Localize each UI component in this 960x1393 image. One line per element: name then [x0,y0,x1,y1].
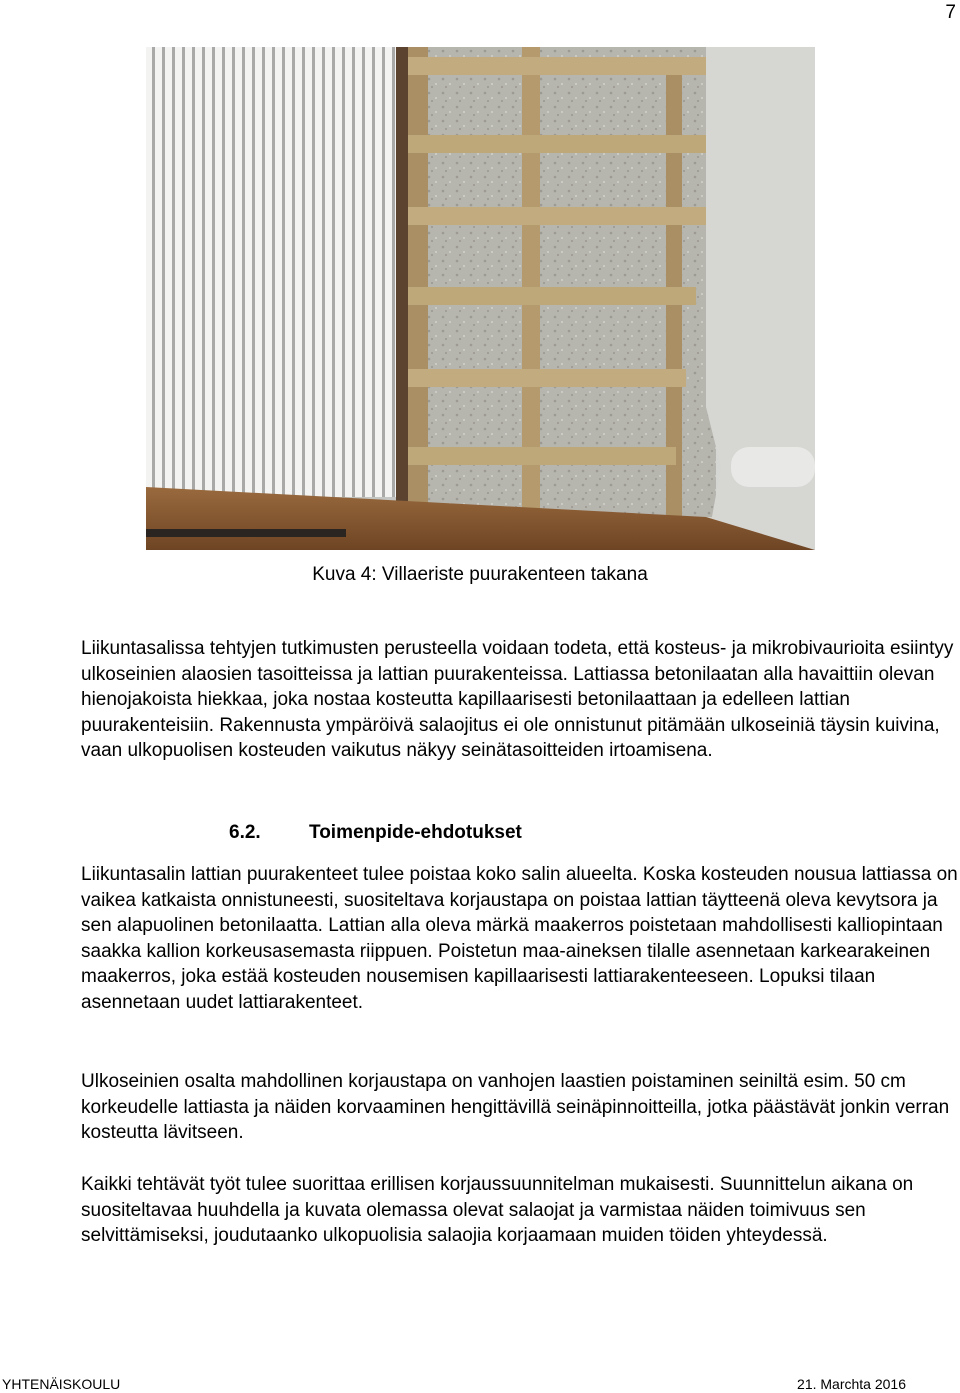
page-number: 7 [945,2,956,23]
figure-caption: Kuva 4: Villaeriste puurakenteen takana [312,564,648,585]
wall-structure-photo [146,47,815,550]
body-paragraph: Ulkoseinien osalta mahdollinen korjaustapa on vanhojen laastien poistaminen seiniltä esim. 50 cm korkeudelle lattiasta ja näiden korvaaminen hengittävillä seinäpinnoitteilla, jotka päästävät jonkin verran kosteutta lävitseen. [81,1071,950,1144]
body-paragraph: Liikuntasalin lattian puurakenteet tulee poistaa koko salin alueelta. Koska kosteuden nousua lattiassa on vaikea katkaista onnistuneesti, suositeltava korjaustapa on poistaa lattian täytteenä oleva kevytsora ja sen alapuolinen betonilaatta. Lattian alla oleva märkä maakerros poistetaan mahdollisesti kalliopintaan saakka kallion korkeusasemasta riippuen. Poistetun maa-aineksen tilalle asennetaan karkearakeinen maakerros, joka estää kosteuden nousemisen kapillaarisesti lattiarakenteeseen. Lopuksi tilaan asennetaan uudet lattiarakenteet. [81,864,958,1013]
section-heading [229,822,522,844]
body-paragraph: Liikuntasalissa tehtyjen tutkimusten perusteella voidaan todeta, että kosteus- ja mikrobivaurioita esiintyy ulkoseinien alaosien tasoitteissa ja lattian puurakenteissa. Lattiassa betonilaatan alla havaittiin olevan hienojakoista hiekkaa, joka nostaa kosteutta kapillaarisesti betonilaattaan ja edelleen lattian puurakenteisiin. Rakennusta ympäröivä salaojitus ei ole onnistunut pitämään ulkoseiniä täysin kuivina, vaan ulkopuolisen kosteuden vaikutus näkyy seinätasoitteiden irtoamisena. [81,638,954,762]
section-title: Toimenpide-ehdotukset [309,822,522,843]
footer-school-name: YHTENÄISKOULU [2,1376,121,1392]
section-number: 6.2. [229,822,261,843]
footer-date: 21. Marchta 2016 [797,1376,906,1392]
body-paragraph: Kaikki tehtävät työt tulee suorittaa erillisen korjaussuunnitelman mukaisesti. Suunnittelun aikana on suositeltavaa huuhdella ja kuvata olemassa olevat salaojat ja varmistaa näiden toimivuus sen selvittämiseksi, joudutaanko ulkopuolisia salaojia korjaamaan muiden töiden yhteydessä. [81,1174,914,1247]
